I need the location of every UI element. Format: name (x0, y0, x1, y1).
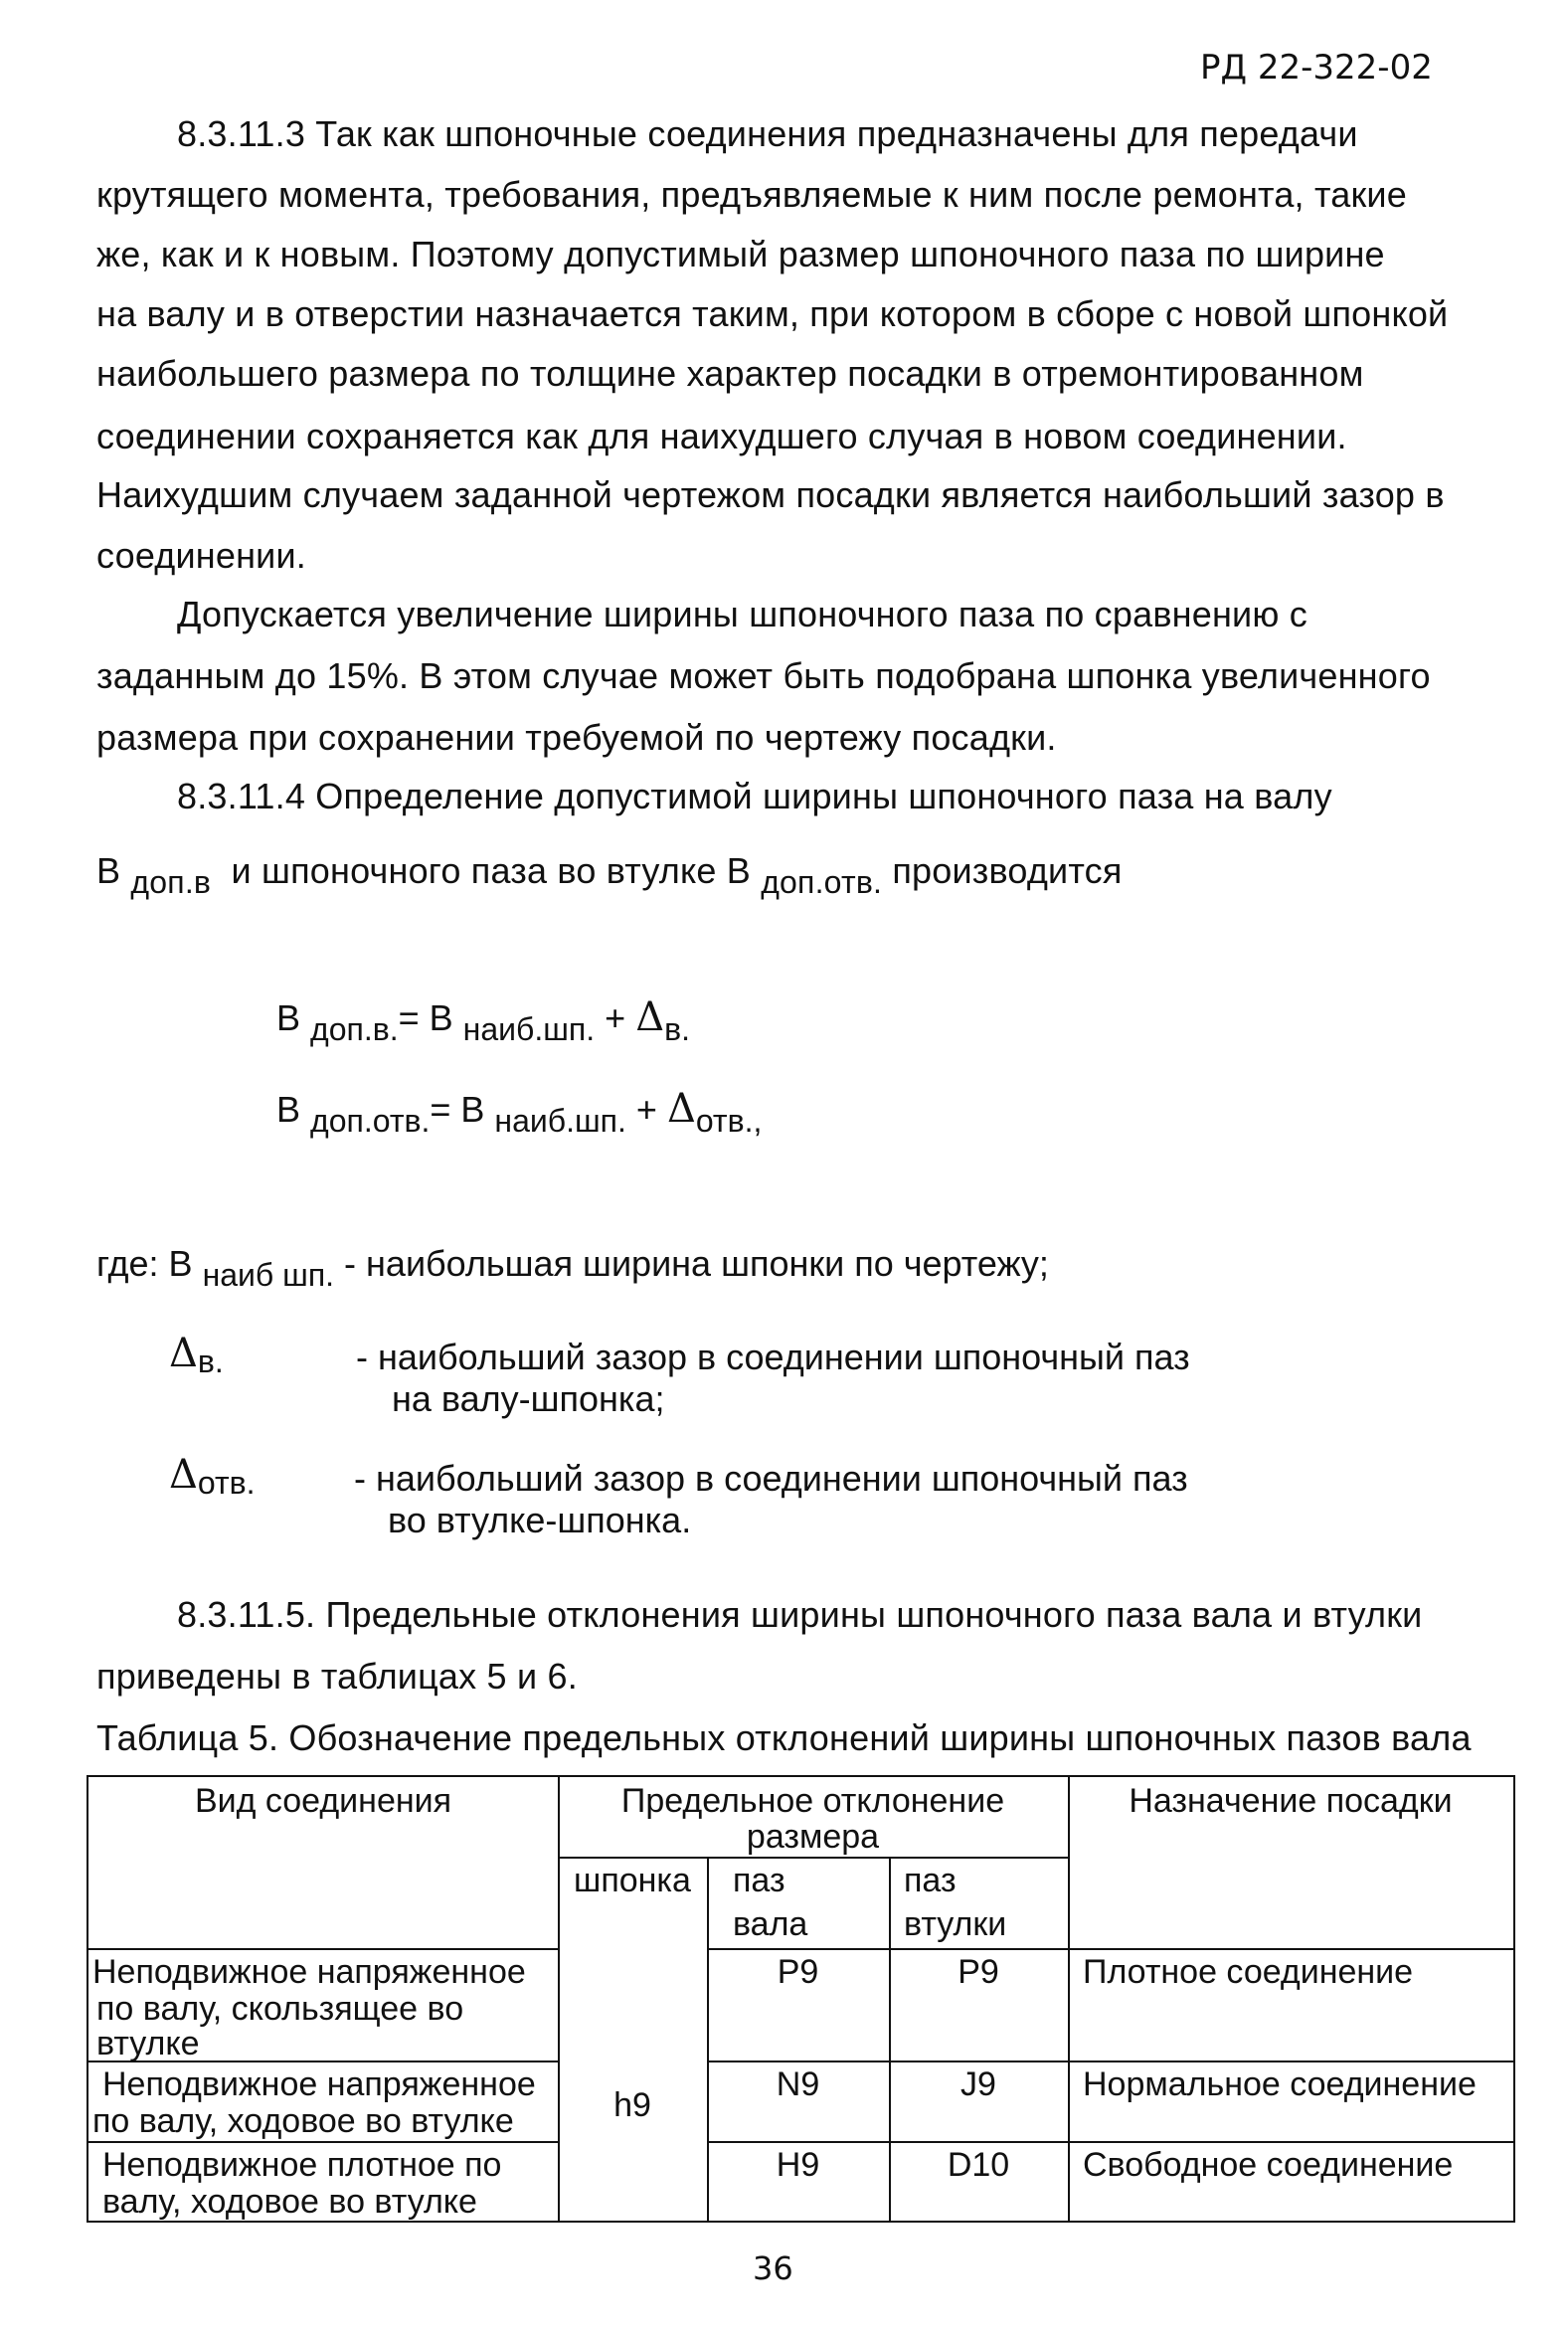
table-row-type: Неподвижное плотное по (102, 2146, 502, 2184)
subscript: доп.отв. (761, 864, 883, 900)
table-row-type: валу, ходовое во втулке (102, 2183, 477, 2221)
table-cell-hub: P9 (958, 1953, 999, 1991)
table-cell-shaft: P9 (777, 1953, 819, 1991)
table-row-type: по валу, ходовое во втулке (92, 2102, 514, 2140)
paragraph-line: приведены в таблицах 5 и 6. (96, 1656, 578, 1697)
paragraph-line: соединении. (96, 535, 306, 576)
definition-text: - наибольший зазор в соединении шпоночный паз (354, 1458, 1188, 1499)
delta-symbol: Δ (169, 1452, 198, 1498)
paragraph-line: на валу и в отверстии назначается таким, при котором в сборе с новой шпонкой (96, 293, 1449, 334)
subscript: отв. (197, 1465, 256, 1501)
header-shaft-slot: паз (733, 1862, 785, 1899)
symbol-b: В (96, 850, 121, 891)
subscript: наиб.шп. (462, 1011, 596, 1047)
formula-b-dop-otv (276, 1086, 763, 1139)
header-deviation: Предельное отклонение (620, 1782, 1005, 1820)
table-row-type: Неподвижное напряженное (102, 2065, 536, 2103)
text-fragment: = В (398, 997, 453, 1038)
table-cell-shaft: H9 (776, 2146, 820, 2184)
subscript: доп.отв. (310, 1103, 431, 1139)
paragraph-line: же, как и к новым. Поэтому допустимый размер шпоночного паза по ширине (96, 234, 1385, 274)
text-line: 8.3.11.3 Так как шпоночные соединения предназначены для передачи (177, 113, 1358, 154)
page-number: 36 (753, 2249, 793, 2287)
where-definition (96, 1243, 1049, 1293)
paragraph-line: Допускается увеличение ширины шпоночного паза по сравнению с (177, 594, 1307, 634)
paragraph-line: наибольшего размера по толщине характер посадки в отремонтированном (96, 353, 1364, 394)
header-connection-type: Вид соединения (194, 1782, 452, 1820)
paragraph-line (96, 850, 1429, 900)
table-cell-purpose: Свободное соединение (1083, 2146, 1454, 2184)
text-fragment: производится (892, 850, 1123, 891)
paragraph-line: Наихудшим случаем заданной чертежом посадки является наибольший зазор в (96, 474, 1445, 515)
delta-v-label (169, 1331, 224, 1379)
definition-text: на валу-шпонка; (392, 1378, 665, 1419)
table-caption: Таблица 5. Обозначение предельных отклонений ширины шпоночных пазов вала (96, 1717, 1472, 1758)
key-tolerance: h9 (613, 2086, 651, 2124)
table-cell-hub: J9 (960, 2065, 996, 2103)
formula-b-dop-v (276, 994, 690, 1047)
subscript: доп.в. (310, 1011, 399, 1047)
header-hub-slot: паз (904, 1862, 957, 1899)
header-purpose: Назначение посадки (1129, 1782, 1453, 1820)
header-key: шпонка (574, 1862, 691, 1899)
table-cell-purpose: Нормальное соединение (1083, 2065, 1477, 2103)
header-shaft-slot-line2: вала (733, 1905, 808, 1943)
text-fragment: где: В (96, 1243, 193, 1284)
table-cell-hub: D10 (947, 2146, 1010, 2184)
delta-symbol: Δ (666, 1086, 696, 1132)
subscript: доп.в (130, 864, 212, 900)
subscript: в. (664, 1011, 690, 1047)
header-hub-slot-line2: втулки (904, 1905, 1007, 1943)
table-row-type: втулке (96, 2025, 200, 2062)
delta-symbol: Δ (169, 1331, 198, 1376)
text-fragment: и шпоночного паза во втулке В (231, 850, 751, 891)
paragraph-line: крутящего момента, требования, предъявляемые к ним после ремонта, такие (96, 174, 1407, 215)
paragraph-line: соединении сохраняется как для наихудшего случая в новом соединении. (96, 416, 1347, 456)
subscript: отв., (695, 1103, 763, 1139)
table-5 (87, 1775, 1515, 2223)
header-deviation-line2: размера (746, 1818, 880, 1856)
subscript: в. (197, 1344, 224, 1379)
subscript: наиб.шп. (494, 1103, 626, 1139)
paragraph-line: 8.3.11.4 Определение допустимой ширины шпоночного паза на валу (177, 776, 1332, 816)
subscript: наиб шп. (202, 1257, 335, 1293)
symbol-b: В (276, 1089, 301, 1130)
text-fragment: = В (430, 1089, 485, 1130)
text-fragment: - наибольшая ширина шпонки по чертежу; (344, 1243, 1049, 1284)
delta-symbol: Δ (635, 994, 665, 1040)
delta-otv-label (169, 1452, 256, 1501)
definition-text: во втулке-шпонка. (388, 1500, 692, 1540)
table-cell-shaft: N9 (776, 2065, 820, 2103)
document-number: РД 22-322-02 (1200, 48, 1433, 88)
table-row-type: Неподвижное напряженное (92, 1953, 526, 1991)
table-row-type: по валу, скользящее во (96, 1990, 464, 2028)
definition-text: - наибольший зазор в соединении шпоночный паз (356, 1337, 1190, 1377)
table-cell-purpose: Плотное соединение (1083, 1953, 1414, 1991)
paragraph-line (177, 113, 1430, 155)
plus-sign: + (605, 997, 626, 1038)
paragraph-line: заданным до 15%. В этом случае может быть подобрана шпонка увеличенного (96, 655, 1431, 696)
paragraph-line: 8.3.11.5. Предельные отклонения ширины шпоночного паза вала и втулки (177, 1594, 1423, 1635)
plus-sign: + (635, 1089, 657, 1130)
symbol-b: В (276, 997, 301, 1038)
paragraph-line: размера при сохранении требуемой по чертежу посадки. (96, 717, 1057, 758)
